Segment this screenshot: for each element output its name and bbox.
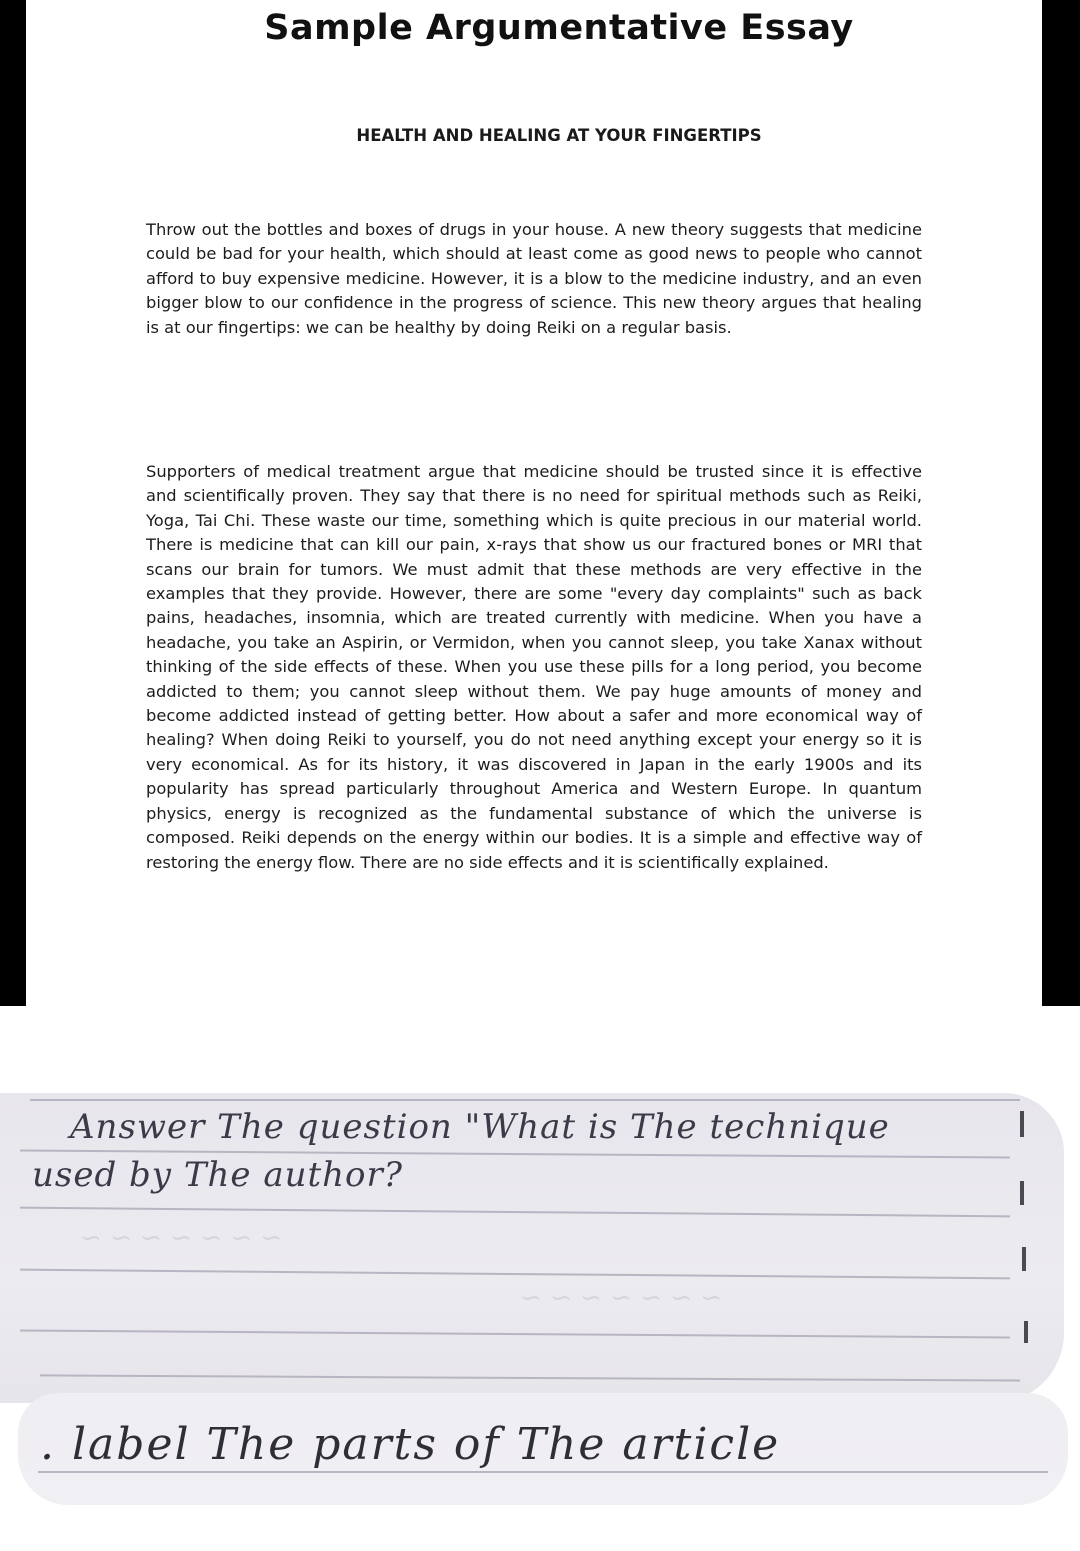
notebook-rule — [20, 1207, 1010, 1217]
handwritten-line-3: . label The parts of The article — [40, 1419, 781, 1470]
page-edge-mark — [1024, 1321, 1028, 1343]
notebook-photo-top — [0, 1093, 1064, 1403]
essay-paragraph-2: Supporters of medical treatment argue that medicine should be trusted since it is effective and scientifically proven. They say that there is no need for spiritual methods such as Reiki, Yoga, Tai Chi. These waste our time, something which is quite precious in our material world. There is medicine that can kill our pain, x-rays that show us our fractured bones or MRI that scans our brain for tumors. We must admit that these methods are very effective in the examples that they provide. However, there are some "every day complaints" such as back pains, headaches, insomnia, which are treated currently with medicine. When you have a headache, you take an Aspirin, or Vermidon, when you cannot sleep, you take Xanax without thinking of the side effects of these. When you use these pills for a long period, you become addicted to them; you cannot sleep without them. We pay huge amounts of money and become addicted instead of getting better. How about a safer and more economical way of healing? When doing Reiki to yourself, you do not need anything except your energy so it is very economical. As for its history, it was discovered in Japan in the early 1900s and its popularity has spread particularly throughout America and Western Europe. In quantum physics, energy is recognized as the fundamental substance of which the universe is composed. Reiki depends on the energy within our bodies. It is a simple and effective way of restoring the energy flow. There are no side effects and it is scientifically explained. — [146, 462, 922, 872]
essay-paragraph-1: Throw out the bottles and boxes of drugs in your house. A new theory suggests that medicine could be bad for your health, which should at least come as good news to people who cannot afford to buy expensive medicine. However, it is a blow to the medicine industry, and an even bigger blow to our confidence in the progress of science. This new theory argues that healing is at our fingertips: we can be healthy by doing Reiki on a regular basis. — [146, 220, 922, 337]
page-edge-mark — [1020, 1181, 1024, 1205]
notebook-rule — [20, 1330, 1010, 1338]
show-through-text: ~ ~ ~ ~ ~ ~ ~ — [520, 1283, 723, 1313]
notebook-rule — [30, 1099, 1020, 1101]
handwritten-line-2: used by The author? — [32, 1155, 404, 1195]
essay-title: Sample Argumentative Essay — [264, 8, 854, 48]
handwritten-line-1: Answer The question "What is The technique — [70, 1107, 890, 1147]
page-edge-mark — [1020, 1111, 1024, 1137]
notebook-rule — [38, 1471, 1048, 1473]
show-through-text: ~ ~ ~ ~ ~ ~ ~ — [80, 1223, 283, 1253]
essay-subtitle: HEALTH AND HEALING AT YOUR FINGERTIPS — [356, 126, 762, 145]
notebook-rule — [20, 1269, 1010, 1279]
page-edge-mark — [1022, 1247, 1026, 1271]
handwritten-notebook-photo — [0, 1093, 1080, 1513]
notebook-rule — [40, 1374, 1020, 1381]
